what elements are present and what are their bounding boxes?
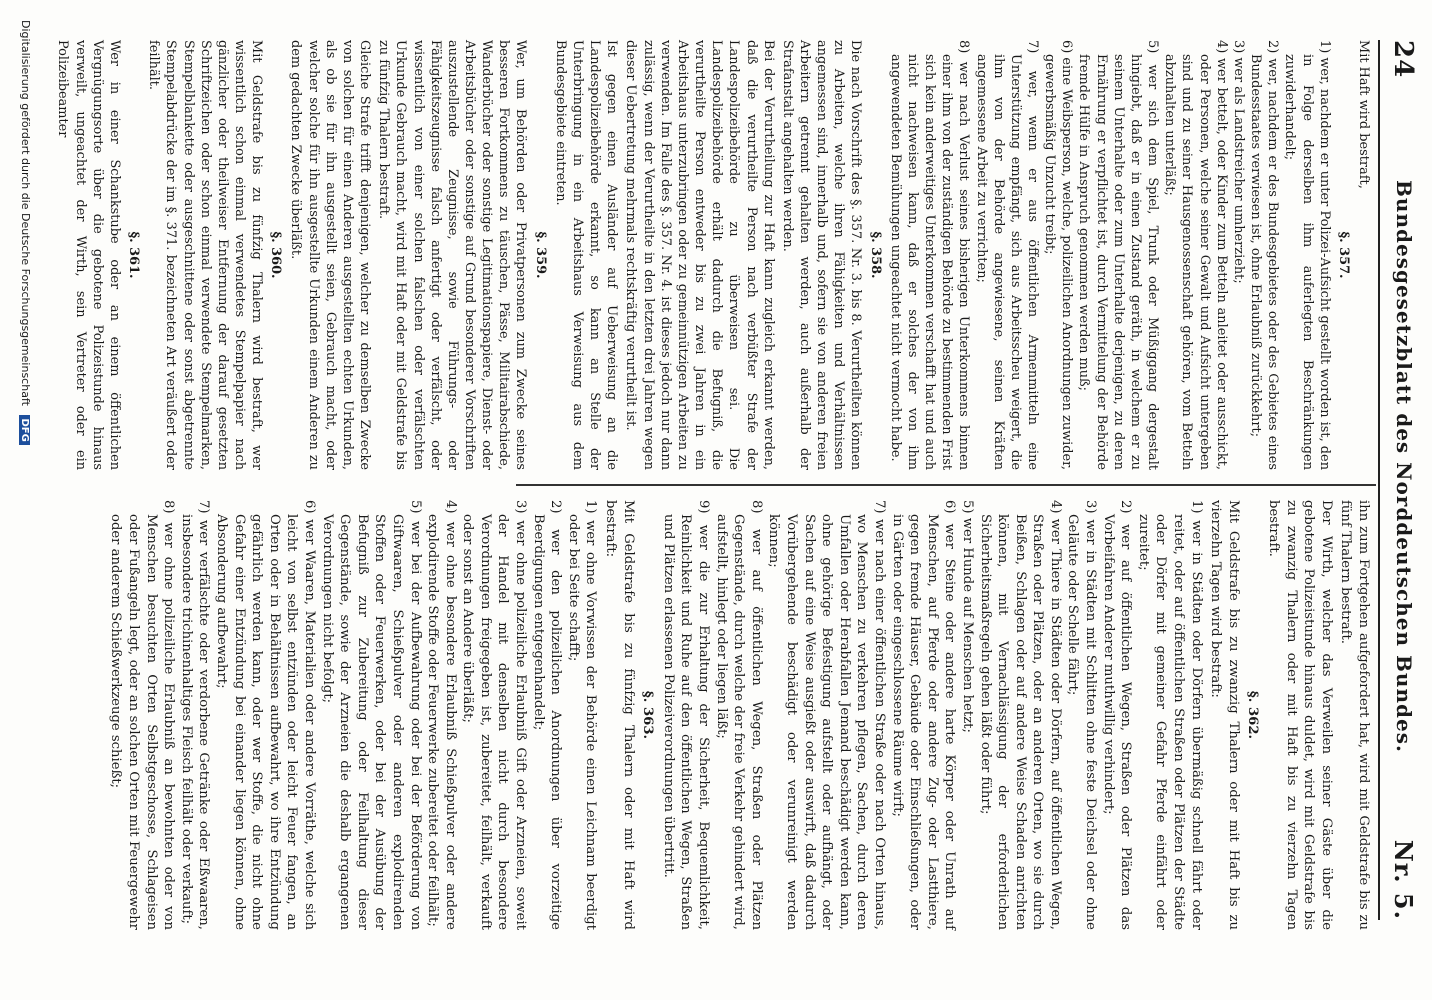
list-item: 1) wer, nachdem er unter Polizei-Aufsicht gestellt worden ist, den in Folge derselben ihm auferlegten Beschränkungen zuwiderhandelt; bbox=[1282, 40, 1332, 470]
list-item: 3) wer in Städten mit Schlitten ohne feste Deichsel oder ohne Geläute oder Schelle fährt; bbox=[1065, 500, 1099, 930]
list-item: 7) wer verfälschte oder verdorbene Getränke oder Eßwaaren, insbesondere trichinenhaltiges Fleisch feilhält oder verkauft; bbox=[178, 500, 212, 930]
paragraph: Mit Geldstrafe bis zu fünfzig Thalern wird bestraft, wer wissentlich schon einmal verwendetes Stempelpapier nach gänzlicher oder theilweiser Entfernung der darauf gesetzten Schriftzeichen oder schon einmal verwendete Stempelmarken, Stempelblankette oder ausgeschnittene oder sonst abgetrennte Stempelabdrücke der im §. 371. bezeichneten Art veräußert oder feilhält. bbox=[146, 40, 265, 470]
paragraph: Mit Geldstrafe bis zu zwanzig Thalern oder mit Haft bis zu vierzehn Tagen wird bestraft: bbox=[1208, 500, 1241, 930]
paragraph: Der Wirth, welcher das Verweilen seiner Gäste über die gebotene Polizeistunde hinaus duldet, wird mit Geldstrafe bis zu zwanzig Thalern oder mit Haft bis zu vierzehn Tagen bestraft. bbox=[1266, 500, 1334, 930]
section-heading: §. 361. bbox=[126, 231, 142, 279]
header-rule bbox=[1378, 40, 1380, 920]
list-item: 2) wer auf öffentlichen Wegen, Straßen oder Plätzen das Vorbeifahren Anderer muthwillig verhindert; bbox=[1100, 500, 1134, 930]
list-item: 5) wer bei der Aufbewahrung oder bei der Beförderung von Giftwaaren, Schießpulver oder anderen explodirenden Stoffen oder Feuerwerken, oder bei der Ausübung der Befugniß zur Zubereitung oder Feilhaltung dieser Gegenstände, sowie der Arzneien die deshalb ergangenen Verordnungen nicht befolgt; bbox=[319, 500, 423, 930]
paragraph: ihn zum Fortgehen aufgefordert hat, wird mit Geldstrafe bis zu fünf Thalern bestraft. bbox=[1338, 500, 1371, 930]
issue-number: Nr. 5. bbox=[1389, 839, 1418, 920]
section-heading: §. 363. bbox=[640, 690, 656, 740]
paragraph: Gleiche Strafe trifft denjenigen, welcher zu demselben Zwecke von solchen für einen Anderen ausgestellten echten Urkunden, als ob sie für ihn ausgestellt seien, Gebrauch macht, oder welcher solche für ihn ausgestellte Urkunden einem Anderen zu dem gedachten Zwecke überläßt. bbox=[288, 40, 373, 470]
paragraph: Wer in einer Schankstube oder an einem öffentlichen Vergnügungsorte über die gebotene Polizeistunde hinaus verweilt, ungeachtet der Wirth, sein Vertreter oder ein Polizeibeamter bbox=[55, 40, 122, 470]
section-heading: §. 358. bbox=[867, 231, 883, 279]
page-title: Bundesgesetzblatt des Norddeutschen Bundes. bbox=[1392, 180, 1416, 753]
list-item: 7) wer nach einer öffentlichen Straße oder nach Orten hinaus, wo Menschen zu verkehren pflegen, Sachen, durch deren Umfallen oder Herabfallen Jemand beschädigt werden kann, ohne gehörige Befestigung aufstellt oder aufhängt, oder Sachen auf eine Weise ausgießt oder auswirft, daß dadurch Vorübergehende beschädigt oder verunreinigt werden können; bbox=[766, 500, 887, 930]
list-item: 2) wer den polizeilichen Anordnungen über vorzeitige Beerdigungen entgegenhandelt; bbox=[530, 500, 564, 930]
paragraph: Ist gegen einen Ausländer auf Ueberweisung an die Landespolizeibehörde erkannt, so kann an Stelle der Unterbringung in ein Arbeitshaus Verweisung aus dem Bundesgebiete eintreten. bbox=[552, 40, 620, 470]
section-heading: §. 360. bbox=[268, 231, 284, 279]
list-item: 3) wer ohne polizeiliche Erlaubniß Gift oder Arzneien, soweit der Handel mit denselben nicht durch besondere Verordnungen freigegeben ist, zubereitet, feilhält, verkauft oder sonst an Andere überläßt; bbox=[460, 500, 529, 930]
digitization-credit bbox=[19, 20, 32, 445]
column-divider bbox=[516, 484, 1376, 486]
list-item: 3) wer als Landstreicher umherzieht; bbox=[1230, 40, 1246, 284]
list-item: 6) wer Steine oder andere harte Körper oder Unrath auf Menschen, auf Pferde oder andere Zug- oder Lastthiere, gegen fremde Häuser, Gebäude oder Einschließungen, oder in Gärten oder eingeschlossene Räume wirft; bbox=[889, 500, 958, 930]
paragraph: Mit Haft wird bestraft, bbox=[1356, 40, 1371, 189]
paragraph: Bei der Verurtheilung zur Haft kann zugleich erkannt werden, daß die verurtheilte Person nach verbüßter Strafe der Landespolizeibehörde zu überweisen sei. Die Landespolizeibehörde erhält dadurch die Befugniß, die verurtheilte Person entweder bis zu zwei Jahren in ein Arbeitshaus unterzubringen oder zu gemeinnützigen Arbeiten zu verwenden. Im Falle des §. 357. Nr. 4. ist dieses jedoch nur dann zulässig, wenn der Verurtheilte in den letzten drei Jahren wegen dieser Uebertretung mehrmals rechtskräftig verurtheilt ist. bbox=[623, 40, 776, 470]
list-item: 5) wer sich dem Spiel, Trunk oder Müßiggang dergestalt hingiebt, daß er in einen Zustand geräth, in welchem er zu seinem Unterhalte oder zum Unterhalte derjenigen, zu deren Ernährung er verpflichtet ist, durch Vermittelung der Behörde fremde Hülfe in Anspruch genommen werden muß; bbox=[1076, 40, 1161, 470]
list-item: 8) wer ohne polizeiliche Erlaubniß an bewohnten oder von Menschen besuchten Orten Selbstgeschosse, Schlageisen oder Fußangeln legt, oder an solchen Orten mit Feuergewehr oder anderem Schießwerkzeuge schießt; bbox=[108, 500, 177, 930]
list-item: 7) wer, wenn er aus öffentlichen Armenmitteln eine Unterstützung empfängt, sich aus Arbeitsscheu weigert, die ihm von der Behörde angewiesene, seinen Kräften angemessene Arbeit zu verrichten; bbox=[973, 40, 1041, 470]
list-item: 1) wer in Städten oder Dörfern übermäßig schnell fährt oder reitet, oder auf öffentlichen Straßen oder Plätzen der Städte oder Dörfer mit gemeiner Gefahr Pferde einfährt oder zureitet; bbox=[1135, 500, 1204, 930]
list-item: 1) wer ohne Vorwissen der Behörde einen Leichnam beerdigt oder bei Seite schafft; bbox=[565, 500, 599, 930]
dfg-logo: DFG bbox=[19, 415, 30, 444]
list-item: 5) wer Hunde auf Menschen hetzt; bbox=[959, 500, 975, 733]
right-column bbox=[107, 500, 1372, 930]
list-item: 2) wer, nachdem er des Bundesgebietes oder des Gebietes eines Bundesstaates verwiesen ist, ohne Erlaubniß zurückkehrt; bbox=[1248, 40, 1281, 470]
credit-text: Digitalisierung gefördert durch die Deutsche Forschungsgemeinschaft bbox=[19, 20, 32, 406]
section-heading: §. 362. bbox=[1245, 690, 1261, 740]
list-item: 9) wer die zur Erhaltung der Sicherheit, Bequemlichkeit, Reinlichkeit und Ruhe auf den öffentlichen Wegen, Straßen und Plätzen erlassenen Polizeiverordnungen übertritt. bbox=[660, 500, 712, 930]
section-heading: §. 359. bbox=[532, 231, 548, 279]
list-item: 6) wer Waaren, Materialien oder andere Vorräthe, welche sich leicht von selbst entzünden oder leicht Feuer fangen, an Orten oder in Behältnissen aufbewahrt, wo ihre Entzündung gefährlich werden kann, oder wer Stoffe, die nicht ohne Gefahr einer Entzündung bei einander liegen können, ohne Absonderung aufbewahrt; bbox=[214, 500, 317, 930]
page-number: 24 bbox=[1388, 40, 1418, 79]
list-item: 6) eine Weibsperson, welche, polizeilichen Anordnungen zuwider, gewerbsmäßig Unzucht treibt; bbox=[1042, 40, 1075, 470]
paragraph: Mit Geldstrafe bis zu fünfzig Thalern oder mit Haft wird bestraft: bbox=[603, 500, 636, 930]
list-item: 4) wer bettelt, oder Kinder zum Betteln anleitet oder ausschickt, oder Personen, welche seiner Gewalt und Aufsicht untergeben sind und zu seiner Hausgenossenschaft gehören, vom Betteln abzuhalten unterläßt; bbox=[1162, 40, 1229, 470]
list-item: 4) wer ohne besondere Erlaubniß Schießpulver oder andere explodirende Stoffe oder Feuerwerke zubereitet oder feilhält; bbox=[425, 500, 458, 930]
section-heading: §. 357. bbox=[1335, 231, 1351, 279]
list-item: 8) wer nach Verlust seines bisherigen Unterkommens binnen einer ihm von der zuständigen Behörde zu bestimmenden Frist sich kein anderweitiges Unterkommen verschafft hat und auch nicht nachweisen kann, daß er solches der von ihm angewendeten Bemühungen ungeachtet nicht vermocht habe. bbox=[887, 40, 972, 470]
page-header bbox=[1384, 40, 1424, 920]
left-column bbox=[52, 40, 1372, 470]
paragraph: Wer, um Behörden oder Privatpersonen zum Zwecke seines besseren Fortkommens zu täuschen, Pässe, Militairabschiede, Wanderbücher oder sonstige Legitimationspapiere, Dienst- oder Arbeitsbücher oder sonstige auf Grund besonderer Vorschriften auszustellende Zeugnisse, sowie Führungs- oder Fähigkeitszeugnisse falsch anfertigt oder verfälscht, oder wissentlich von einer solchen falschen oder verfälschten Urkunde Gebrauch macht, wird mit Haft oder mit Geldstrafe bis zu fünfzig Thalern bestraft. bbox=[376, 40, 529, 470]
list-item: 8) wer auf öffentlichen Wegen, Straßen oder Plätzen Gegenstände, durch welche der freie Verkehr gehindert wird, aufstellt, hinlegt oder liegen läßt; bbox=[713, 500, 764, 930]
list-item: 4) wer Thiere in Städten oder Dörfern, auf öffentlichen Wegen, Straßen oder Plätzen, oder an anderen Orten, wo sie durch Beißen, Schlagen oder auf andere Weise Schaden anrichten können, mit Vernachlässigung der erforderlichen Sicherheitsmaßregeln gehen läßt oder führt; bbox=[977, 500, 1063, 930]
paragraph: Die nach Vorschrift des §. 357. Nr. 3. bis 8. Verurtheilten können zu Arbeiten, welche ihren Fähigkeiten und Verhältnissen angemessen sind, innerhalb und, sofern sie von anderen freien Arbeitern getrennt gehalten werden, auch außerhalb der Strafanstalt angehalten werden. bbox=[779, 40, 864, 470]
